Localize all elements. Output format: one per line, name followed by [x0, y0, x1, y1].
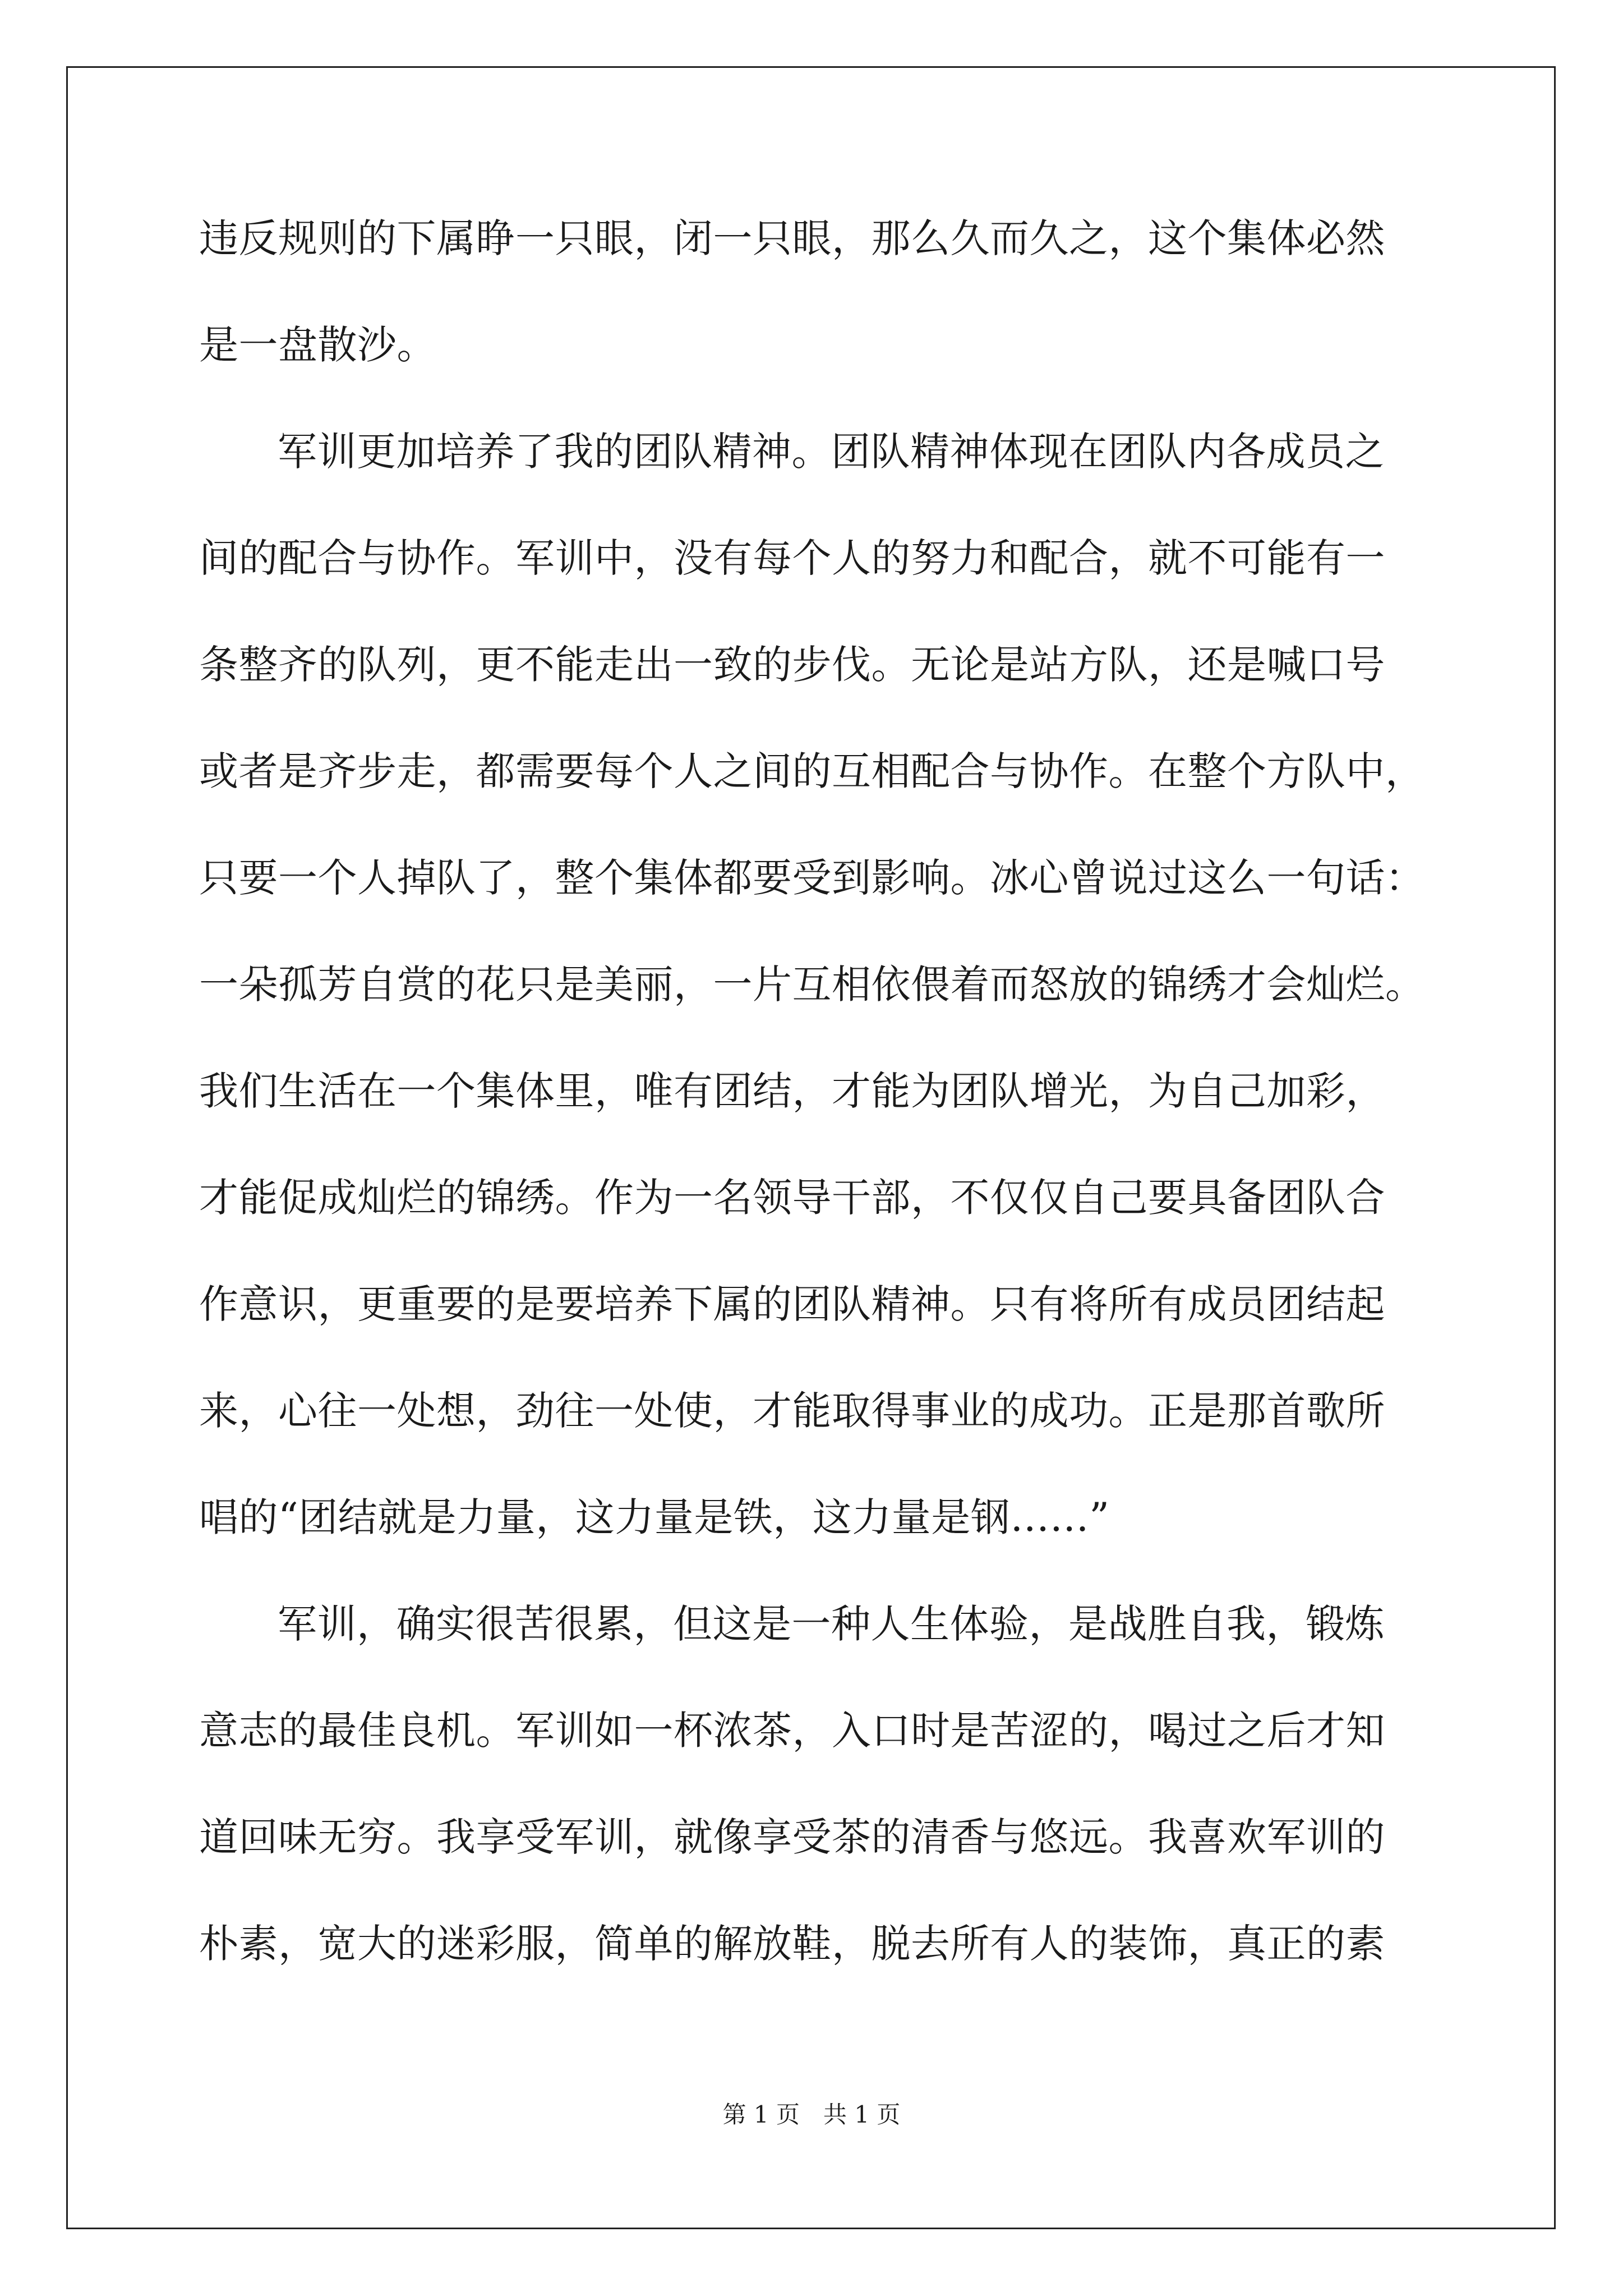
page-footer: 第 1 页 共 1 页	[722, 2101, 901, 2128]
text-line: 我们生活在一个集体里，唯有团结，才能为团队增光，为自己加彩，	[199, 1068, 1385, 1114]
text-line: 一朵孤芳自赏的花只是美丽，一片互相依偎着而怒放的锦绣才会灿烂。	[199, 961, 1425, 1007]
text-line: 意志的最佳良机。军训如一杯浓茶，入口时是苦涩的，喝过之后才知	[199, 1708, 1385, 1754]
text-line: 是一盘散沙。	[199, 322, 436, 368]
paragraph-first-line: 军训更加培养了我的团队精神。团队精神体现在团队内各成员之	[278, 429, 1385, 475]
text-line: 作意识，更重要的是要培养下属的团队精神。只有将所有成员团结起	[199, 1281, 1385, 1327]
text-line: 违反规则的下属睁一只眼，闭一只眼，那么久而久之，这个集体必然	[199, 215, 1385, 261]
text-line: 只要一个人掉队了，整个集体都要受到影响。冰心曾说过这么一句话：	[199, 855, 1425, 901]
text-line: 朴素，宽大的迷彩服，简单的解放鞋，脱去所有人的装饰，真正的素	[199, 1921, 1385, 1967]
text-line: 来，心往一处想，劲往一处使，才能取得事业的成功。正是那首歌所	[199, 1388, 1385, 1434]
text-line: 道回味无穷。我享受军训，就像享受茶的清香与悠远。我喜欢军训的	[199, 1814, 1385, 1860]
page-border	[66, 66, 1556, 2229]
text-line: 才能促成灿烂的锦绣。作为一名领导干部，不仅仅自己要具备团队合	[199, 1175, 1385, 1221]
text-line: 间的配合与协作。军训中，没有每个人的努力和配合，就不可能有一	[199, 535, 1385, 581]
text-line: 条整齐的队列，更不能走出一致的步伐。无论是站方队，还是喊口号	[199, 642, 1385, 688]
text-line: 唱的“团结就是力量，这力量是铁，这力量是钢……”	[199, 1494, 1110, 1540]
text-line: 或者是齐步走，都需要每个人之间的互相配合与协作。在整个方队中，	[199, 748, 1425, 794]
paragraph-first-line: 军训，确实很苦很累，但这是一种人生体验，是战胜自我，锻炼	[278, 1601, 1385, 1647]
